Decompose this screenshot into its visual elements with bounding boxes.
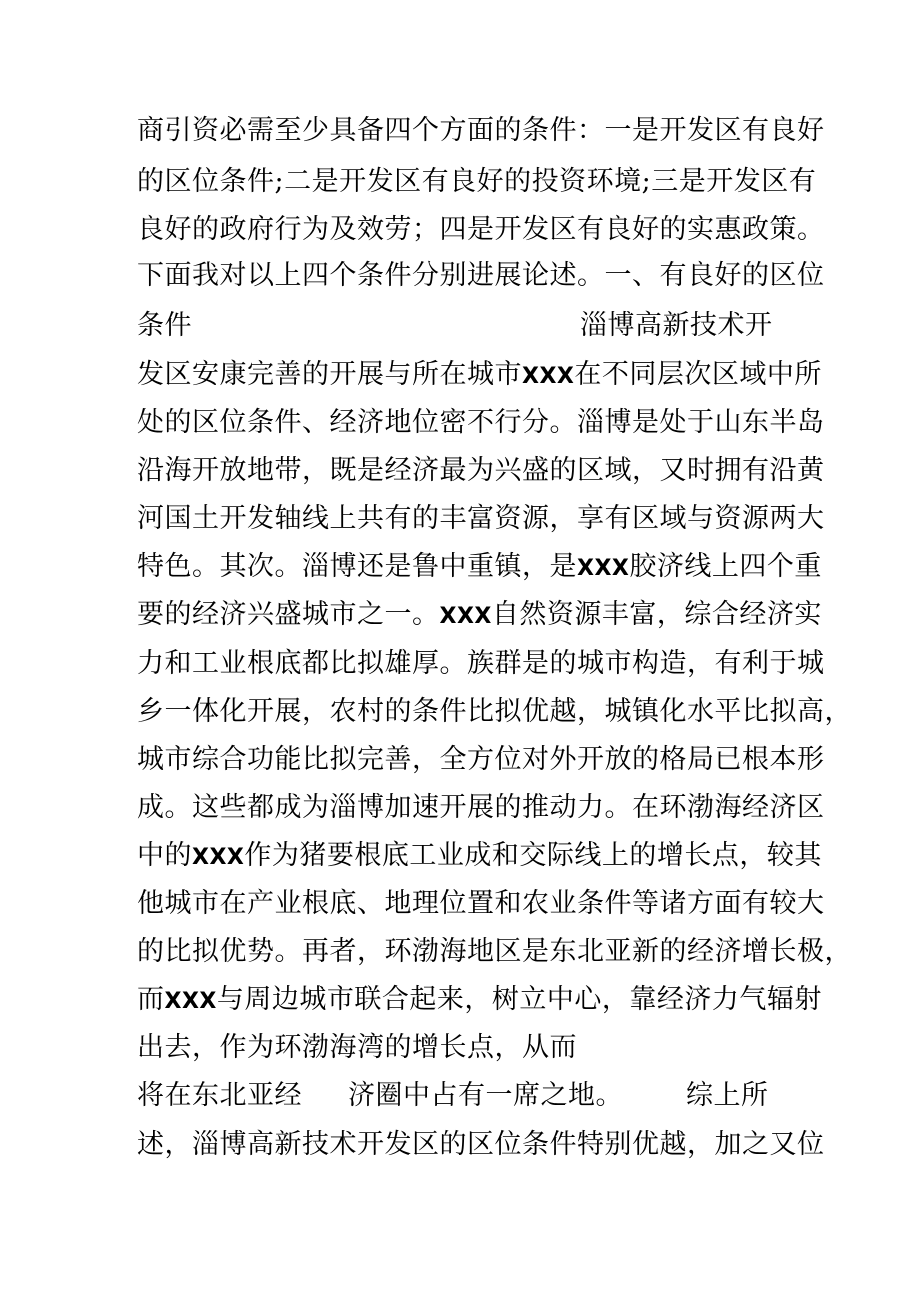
paragraph-line: 河国土开发轴线上共有的丰富资源，享有区域与资源两大: [137, 503, 825, 534]
paragraph-line: 出去，作为环渤海湾的增长点，从而: [137, 1032, 577, 1063]
paragraph-line: 良好的政府行为及效劳；四是开发区有良好的实惠政策。: [137, 214, 825, 245]
placeholder-xxx: XXX: [164, 989, 217, 1014]
paragraph-line: 成。这些都成为淄博加速开展的推动力。在环渤海经济区: [137, 792, 825, 823]
line-segment: 济圈中占有一席之地。: [348, 1080, 623, 1111]
placeholder-xxx: XXX: [439, 604, 492, 629]
paragraph-line: 力和工业根底都比拟雄厚。族群是的城市构造，有利于城: [137, 648, 825, 679]
paragraph-line: 商引资必需至少具备四个方面的条件：一是开发区有良好: [137, 115, 825, 146]
paragraph-line: 处的区位条件、经济地位密不行分。淄博是处于山东半岛: [137, 407, 825, 438]
text-run: 胶济线上四个重: [629, 551, 822, 582]
line-segment: 淄博高新技术开: [580, 310, 773, 341]
text-run: 要的经济兴盛城市之一。: [137, 599, 440, 630]
text-run: 特色。其次。淄博还是鲁中重镇，是: [137, 551, 577, 582]
paragraph-line: 乡一体化开展，农村的条件比拟优越，城镇化水平比拟高，: [137, 696, 852, 727]
paragraph-line: 他城市在产业根底、地理位置和农业条件等诸方面有较大: [137, 888, 825, 919]
paragraph-line: [137, 601, 822, 628]
paragraph-line: 的比拟优势。再者，环渤海地区是东北亚新的经济增长极，: [137, 936, 852, 967]
paragraph-line: [137, 361, 822, 388]
paragraph-line: 的区位条件;二是开发区有良好的投资环境;三是开发区有: [137, 166, 817, 197]
placeholder-xxx: XXX: [192, 845, 245, 870]
paragraph-line: [137, 553, 822, 580]
line-segment: 将在东北亚经: [137, 1080, 302, 1111]
text-run: 中的: [137, 840, 192, 871]
paragraph-line: [137, 986, 822, 1013]
line-segment: 条件: [137, 310, 192, 341]
paragraph-line: 沿海开放地带，既是经济最为兴盛的区域，又时拥有沿黄: [137, 455, 825, 486]
paragraph-line: 述，淄博高新技术开发区的区位条件特别优越，加之又位: [137, 1129, 825, 1160]
text-run: 在不同层次区域中所: [574, 359, 822, 390]
placeholder-xxx: XXX: [522, 364, 575, 389]
text-run: 与周边城市联合起来，树立中心，靠经济力气辐射: [216, 984, 822, 1015]
paragraph-line: 城市综合功能比拟完善，全方位对外开放的格局已根本形: [137, 744, 825, 775]
text-run: 而: [137, 984, 165, 1015]
paragraph-line: 下面我对以上四个条件分别进展论述。一、有良好的区位: [137, 260, 825, 291]
placeholder-xxx: XXX: [577, 556, 630, 581]
text-run: 自然资源丰富，综合经济实: [491, 599, 822, 630]
text-run: 发区安康完善的开展与所在城市: [137, 359, 522, 390]
text-run: 作为猪要根底工业成和交际线上的增长点，较其: [244, 840, 822, 871]
paragraph-line: [137, 842, 822, 869]
line-segment: 综上所: [686, 1080, 769, 1111]
